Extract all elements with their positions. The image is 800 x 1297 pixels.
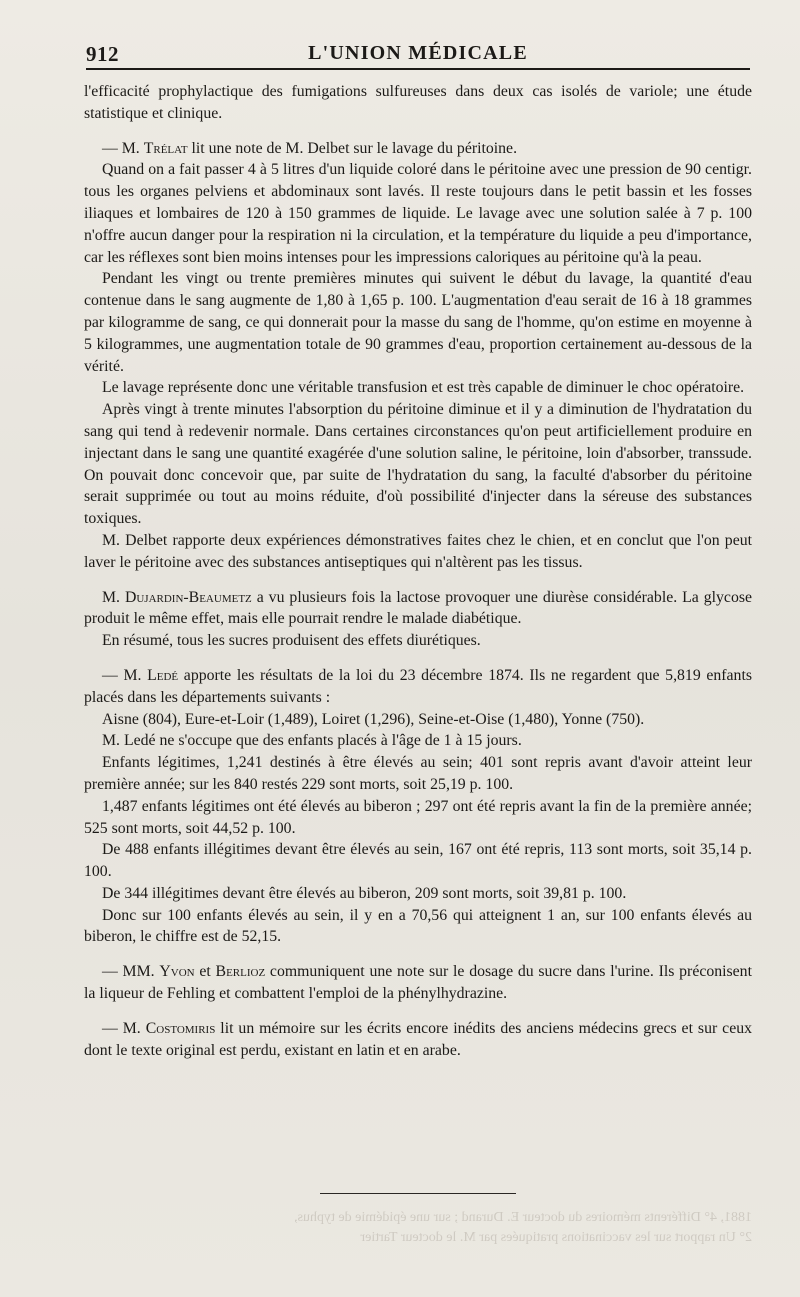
- text-run: a vu plusieurs fois la lactose provoquer une diurèse considérable. La glycose produit le même effet, mais elle pourrait rendre le malade diabétique.: [84, 588, 752, 628]
- paragraph: [84, 1018, 752, 1062]
- paragraph: [84, 377, 752, 399]
- text-run: Après vingt à trente minutes l'absorption du péritoine diminue et il y a diminution de l'hydratation du sang qui tend à redevenir normale. Dans certaines circonstances qu'on peut artificiellement produire en injectant dans le sang une quantité exagérée d'une solution saline, le péritoine, loin d'absorber, transsude. On pouvait donc concevoir que, par suite de l'hydratation du sang, la faculté d'absorber du péritoine serait supprimée ou tout au moins réduite, d'où possibilité d'injecter dans la séreuse des substances toxiques.: [84, 401, 752, 528]
- text-run: — M.: [102, 1019, 146, 1037]
- speaker-name: Berlioz: [215, 963, 266, 981]
- paragraph: [84, 839, 752, 883]
- text-run: Le lavage représente donc une véritable transfusion et est très capable de diminuer le choc opératoire.: [102, 379, 745, 397]
- text-run: — MM.: [102, 963, 160, 981]
- text-run: Enfants légitimes, 1,241 destinés à être élevés au sein; 401 sont repris avant d'avoir atteint leur première année; sur les 840 restés 229 sont morts, soit 25,19 p. 100.: [84, 754, 752, 793]
- text-run: — M.: [102, 139, 144, 157]
- speaker-name: Dujardin-Beaumetz: [124, 588, 252, 606]
- article-body: [84, 81, 752, 1061]
- page-number: 912: [86, 42, 119, 66]
- bleed-line: 2° Un rapport sur les vaccinations pratiquées par M. le docteur Tartier: [360, 1230, 752, 1245]
- text-run: lit un mémoire sur les écrits encore inédits des anciens médecins grecs et sur ceux dont le texte original est perdu, existant en latin et en arabe.: [84, 1019, 752, 1059]
- text-run: communiquent une note sur le dosage du sucre dans l'urine. Ils préconisent la liqueur de Fehling et combattent l'emploi de la phénylhydrazine.: [84, 963, 752, 1003]
- text-run: apporte les résultats de la loi du 23 décembre 1874. Ils ne regardent que 5,819 enfants placés dans les départements suivants :: [84, 666, 752, 706]
- text-run: lit une note de M. Delbet sur le lavage du péritoine.: [187, 139, 518, 157]
- paragraph: [84, 138, 752, 160]
- header-rule: [86, 68, 750, 70]
- speaker-name: Trélat: [143, 139, 188, 157]
- paragraph: [84, 159, 752, 268]
- bleed-through-text: [84, 1208, 752, 1248]
- text-run: — M.: [102, 666, 148, 684]
- speaker-name: Costomiris: [145, 1019, 216, 1037]
- page-header: [86, 40, 750, 70]
- paragraph: [84, 796, 752, 840]
- paragraph: [84, 630, 752, 652]
- speaker-name: Yvon: [159, 963, 195, 981]
- paragraph: [84, 730, 752, 752]
- text-run: M.: [102, 588, 125, 606]
- text-run: De 488 enfants illégitimes devant être élevés au sein, 167 ont été repris, 113 sont morts, soit 35,14 p. 100.: [84, 841, 752, 881]
- section-end-rule: [320, 1193, 516, 1194]
- paragraph: [84, 709, 752, 731]
- paragraph: [84, 587, 752, 631]
- paragraph: [84, 905, 752, 949]
- text-run: De 344 illégitimes devant être élevés au biberon, 209 sont morts, soit 39,81 p. 100.: [102, 884, 627, 902]
- paragraph: [84, 530, 752, 574]
- text-run: Donc sur 100 enfants élevés au sein, il y en a 70,56 qui atteignent 1 an, sur 100 enfants élevés au biberon, le chiffre est de 52,15.: [84, 906, 752, 946]
- text-run: Aisne (804), Eure-et-Loir (1,489), Loiret (1,296), Seine-et-Oise (1,480), Yonne (750).: [102, 710, 645, 728]
- text-run: M. Delbet rapporte deux expériences démonstratives faites chez le chien, et en conclut que l'on peut laver le péritoine avec des substances antiseptiques qui n'altèrent pas les tissus.: [84, 531, 752, 571]
- text-run: 1,487 enfants légitimes ont été élevés au biberon ; 297 ont été repris avant la fin de la première année; 525 sont morts, soit 44,52 p. 100.: [84, 797, 752, 837]
- text-run: Quand on a fait passer 4 à 5 litres d'un liquide coloré dans le péritoine avec une pression de 90 centigr. tous les organes pelviens et abdominaux sont lavés. Il reste toujours dans le petit bassin et les fosses iliaques et lombaires de 120 à 150 grammes de liquide. Le lavage avec une solution salée à 7 p. 100 n'offre aucun danger pour la respiration ni la circulation, et la température du liquide a peu d'importance, car les réflexes sont bien moins intenses pour les impressions caloriques au péritoine qu'à la peau.: [84, 161, 752, 266]
- text-run: En résumé, tous les sucres produisent des effets diurétiques.: [102, 632, 481, 650]
- paragraph: [84, 961, 752, 1005]
- running-title: L'UNION MÉDICALE: [308, 42, 528, 64]
- paragraph: [84, 399, 752, 530]
- paragraph: [84, 883, 752, 905]
- text-run: et: [194, 963, 216, 981]
- paragraph: [84, 665, 752, 709]
- speaker-name: Ledé: [147, 666, 179, 684]
- paragraph: [84, 81, 752, 125]
- paragraph: [84, 268, 752, 377]
- bleed-line: 1881, 4° Différents mémoires du docteur E. Durand ; sur une épidémie de typhus,: [294, 1210, 752, 1225]
- paragraph: [84, 752, 752, 796]
- text-run: M. Ledé ne s'occupe que des enfants placés à l'âge de 1 à 15 jours.: [102, 732, 522, 750]
- text-run: l'efficacité prophylactique des fumigations sulfureuses dans deux cas isolés de variole; une étude statistique et clinique.: [84, 83, 752, 122]
- text-run: Pendant les vingt ou trente premières minutes qui suivent le début du lavage, la quantité d'eau contenue dans le sang augmente de 1,80 à 1,65 p. 100. L'augmentation d'eau serait de 16 à 18 grammes par kilogramme de sang, ce qui donnerait pour la masse du sang de l'homme, qu'on estime en moyenne à 5 kilogrammes, une augmentation totale de 90 grammes d'eau, proportion certainement au-dessous de la vérité.: [84, 270, 752, 375]
